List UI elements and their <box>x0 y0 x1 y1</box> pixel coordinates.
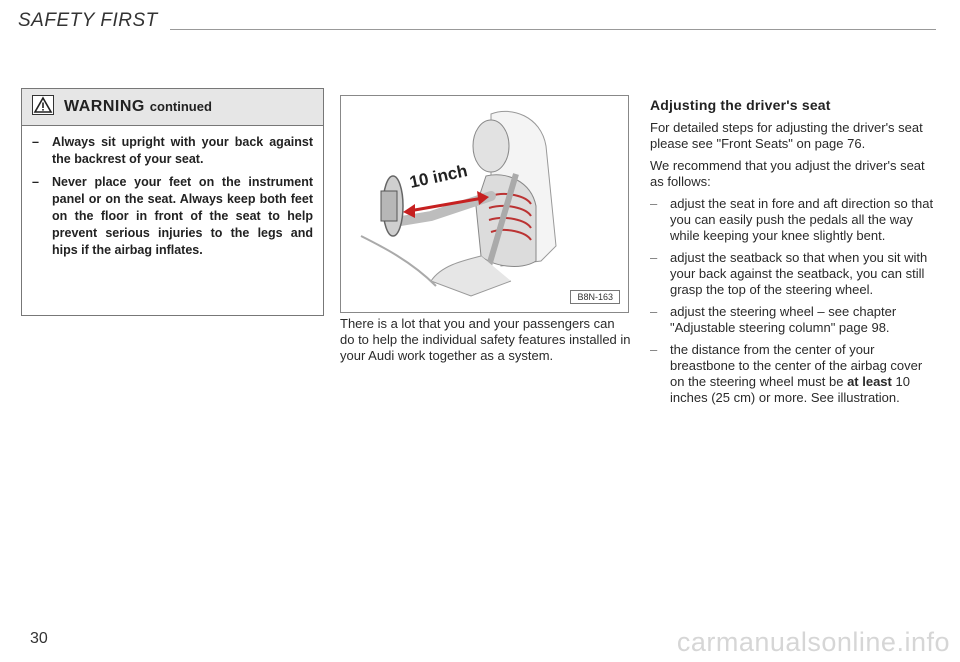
text-run: the distance from the center of your breastbone to the center of the airbag cover on the steering wheel must be <box>670 342 923 389</box>
page-number: 30 <box>30 630 48 647</box>
warning-box <box>21 88 324 316</box>
warning-item-text: Always sit upright with your back against the backrest of your seat. <box>52 135 313 166</box>
bullet-dash: – <box>650 250 658 265</box>
warning-header <box>22 89 323 126</box>
list-item <box>650 304 938 336</box>
section-title: SAFETY FIRST <box>18 10 158 31</box>
warning-item <box>32 134 313 168</box>
warning-title <box>64 98 212 116</box>
list-item-text <box>670 342 938 406</box>
paragraph: For detailed steps for adjusting the driver's seat please see "Front Seats" on page 76. <box>650 120 923 151</box>
right-column <box>650 97 938 412</box>
driver-airbag-diagram <box>341 96 628 312</box>
figure-code: B8N-163 <box>570 290 620 304</box>
warning-item-text: Never place your feet on the instrument panel or on the seat. Always keep both feet on the floor in front of the seat to help prevent serious injuries to the legs and hips if the airbag inflates. <box>52 175 313 257</box>
bullet-dash: – <box>32 135 39 149</box>
bullet-dash: – <box>650 304 658 319</box>
warning-triangle-icon <box>32 95 54 120</box>
warning-body <box>22 126 323 259</box>
text-run: 10 inches (25 cm) or more. See illustration. <box>670 374 910 405</box>
watermark: carmanualsonline.info <box>676 627 950 657</box>
list-item <box>650 196 938 244</box>
page-header <box>18 10 938 40</box>
bullet-dash: – <box>32 175 39 189</box>
paragraph: We recommend that you adjust the driver's seat as follows: <box>650 158 925 189</box>
distance-label: 10 inch <box>407 161 470 192</box>
list-item-text: adjust the seat in fore and aft direction so that you can easily push the pedals all the way while keeping your knee slightly bent. <box>670 196 934 243</box>
warning-title-suffix: continued <box>149 99 212 114</box>
section-heading: Adjusting the driver's seat <box>650 97 831 113</box>
warning-title-text: WARNING <box>64 98 145 115</box>
seat-distance-illustration <box>340 95 629 313</box>
list-item <box>650 342 938 406</box>
emphasis-text: at least <box>847 374 892 389</box>
bullet-dash: – <box>650 342 658 357</box>
list-item <box>650 250 938 298</box>
list-item-text: adjust the steering wheel – see chapter "Adjustable steering column" page 98. <box>670 304 897 335</box>
center-paragraph: There is a lot that you and your passengers can do to help the individual safety features installed in your Audi work together as a system. <box>340 316 631 363</box>
bullet-dash: – <box>650 196 658 211</box>
header-rule <box>170 29 936 30</box>
list-item-text: adjust the seatback so that when you sit with your back against the seatback, you can still grasp the top of the steering wheel. <box>670 250 928 297</box>
warning-item <box>32 174 313 259</box>
